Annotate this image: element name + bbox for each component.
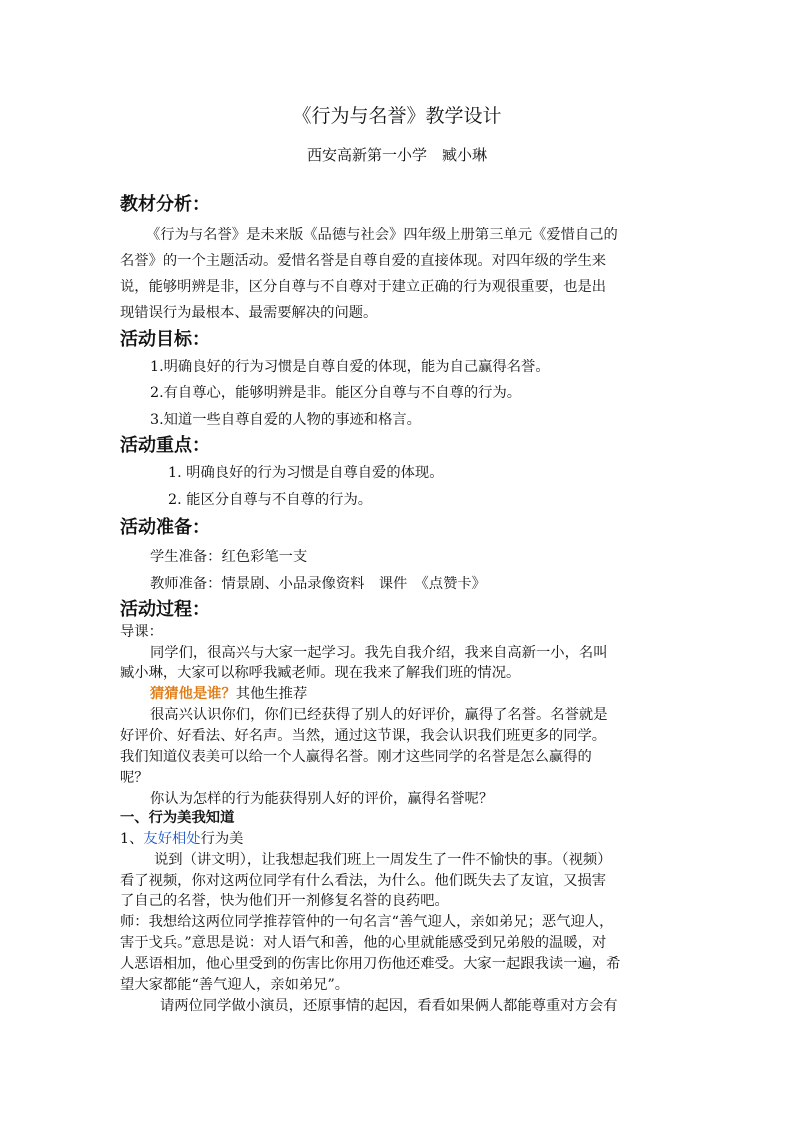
goal-item: 3.知道一些自尊自爱的人物的事迹和格言。 — [150, 412, 421, 428]
process-heading: 活动过程： — [120, 599, 210, 620]
intro-label: 导课： — [120, 624, 163, 640]
analysis-line: 名誉》的一个主题活动。爱惜名誉是自尊自爱的直接体现。对四年级的学生来 — [120, 253, 607, 269]
intro-line: 同学们，很高兴与大家一起学习。我先自我介绍，我来自高新一小，名叫 — [150, 645, 608, 661]
focus-item: 2. 能区分自尊与不自尊的行为。 — [168, 492, 373, 508]
item1-highlight: 友好相处 — [143, 831, 201, 847]
para2-line: 好评价、好看法、好名声。当然，通过这节课，我会认识我们班更多的同学。 — [120, 728, 607, 744]
analysis-line: 说，能够明辨是非，区分自尊与不自尊对于建立正确的行为观很重要，也是出 — [120, 279, 607, 295]
para4-line: 了自己的名誉，快为他们开一剂修复名誉的良药吧。 — [120, 893, 449, 909]
para4-line: 师：我想给这两位同学推荐管仲的一句名言“善气迎人，亲如弟兄；恶气迎人， — [120, 914, 614, 930]
para3-line: 你认为怎样的行为能获得别人好的评价，赢得名誉呢？ — [150, 791, 494, 807]
prep-heading: 活动准备： — [120, 517, 210, 538]
item1-prefix: 1、 — [120, 831, 144, 847]
guess-highlight: 猜猜他是谁？ — [150, 686, 236, 702]
para4-line: 害于戈兵。”意思是说：对人语气和善，他的心里就能感受到兄弟般的温暖，对 — [120, 935, 607, 951]
para2-line: 呢？ — [120, 770, 149, 786]
goal-item: 2.有自尊心，能够明辨是非。能区分自尊与不自尊的行为。 — [150, 385, 522, 401]
analysis-heading: 教材分析： — [120, 194, 210, 215]
para4-line: 望大家都能“善气迎人，亲如弟兄”。 — [120, 977, 350, 993]
para4-line: 看了视频，你对这两位同学有什么看法，为什么。他们既失去了友谊，又损害 — [120, 873, 607, 889]
document-title: 《行为与名誉》教学设计 — [292, 105, 502, 127]
item1-line — [120, 832, 243, 846]
item1-rest: 行为美 — [200, 831, 244, 847]
para2-line: 很高兴认识你们，你们已经获得了别人的好评价，赢得了名誉。名誉就是 — [150, 707, 608, 723]
guess-rest: 其他生推荐 — [235, 686, 308, 702]
author-line: 西安高新第一小学 臧小琳 — [306, 146, 487, 164]
goal-item: 1.明确良好的行为习惯是自尊自爱的体现，能为自己赢得名誉。 — [150, 359, 550, 375]
intro-line: 臧小琳，大家可以称呼我臧老师。现在我来了解我们班的情况。 — [120, 665, 521, 681]
goals-heading: 活动目标： — [120, 329, 210, 350]
analysis-line: 《行为与名誉》是未来版《品德与社会》四年级上册第三单元《爱惜自己的 — [146, 227, 618, 243]
analysis-line: 现错误行为最根本、最需要解决的问题。 — [120, 305, 378, 321]
part1-heading: 一、行为美我知道 — [120, 810, 235, 826]
para4-line: 说到（讲文明），让我想起我们班上一周发生了一件不愉快的事。（视频） — [154, 852, 612, 868]
prep-item: 学生准备：红色彩笔一支 — [150, 549, 308, 565]
prep-item: 教师准备：情景剧、小品录像资料 课件 《点赞卡》 — [150, 576, 486, 592]
focus-item: 1. 明确良好的行为习惯是自尊自爱的体现。 — [168, 465, 444, 481]
focus-heading: 活动重点： — [120, 435, 210, 456]
para5-line: 请两位同学做小演员，还原事情的起因，看看如果俩人都能尊重对方会有 — [160, 998, 618, 1014]
para4-line: 人恶语相加，他心里受到的伤害比你用刀伤他还难受。大家一起跟我读一遍，希 — [120, 956, 621, 972]
para2-line: 我们知道仪表美可以给一个人赢得名誉。刚才这些同学的名誉是怎么赢得的 — [120, 749, 592, 765]
guess-line — [150, 687, 307, 701]
